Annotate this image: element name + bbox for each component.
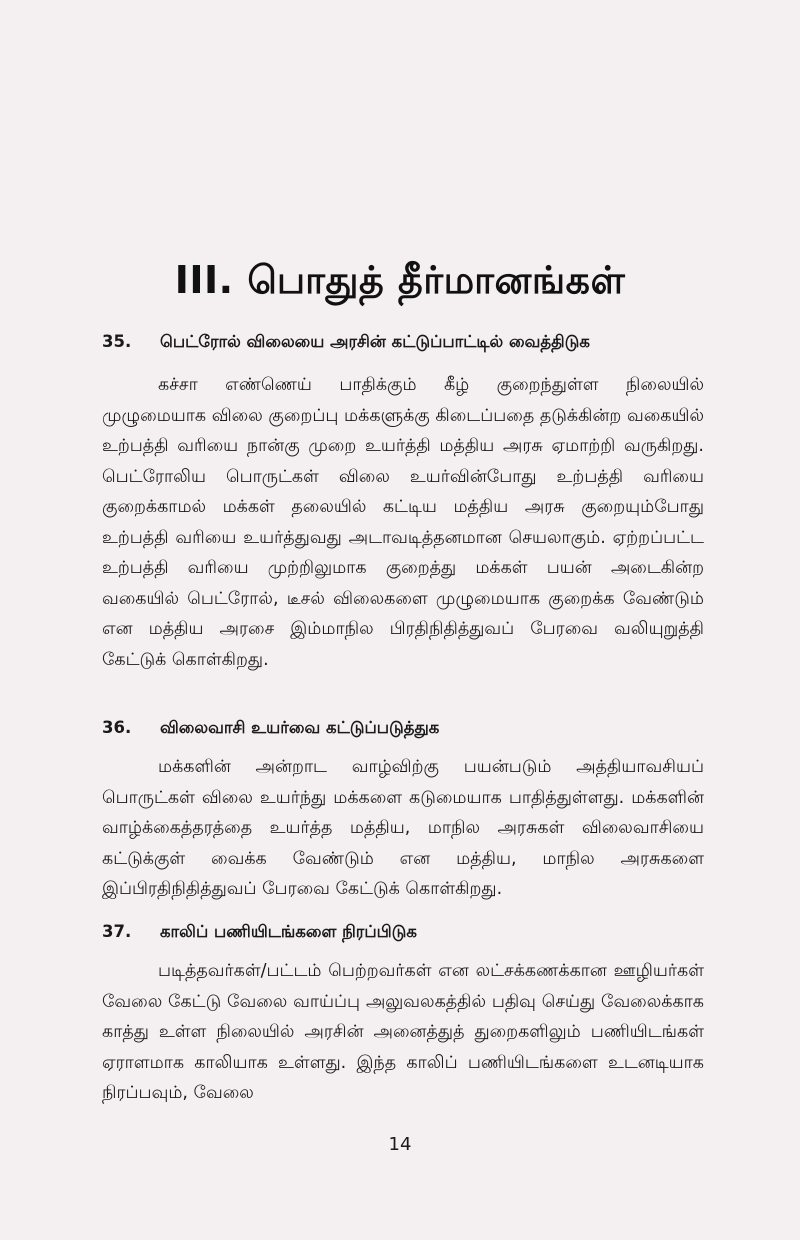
resolution-36-title — [102, 718, 704, 740]
resolution-36-body: மக்களின் அன்றாட வாழ்விற்கு பயன்படும் அத்தியாவசியப் பொருட்கள் விலை உயர்ந்து மக்களை கடுமையாக பாதித்துள்ளது. மக்களின் வாழ்க்கைத்தரத்தை உயர்த்த மத்திய, மாநில அரசுகள் விலைவாசியை கட்டுக்குள் வைக்க வேண்டும் என மத்திய, மாநில அரசுகளை இப்பிரதிநிதித்துவப் பேரவை கேட்டுக் கொள்கிறது. — [102, 757, 704, 899]
resolution-37-title — [102, 922, 704, 944]
resolution-35-title — [102, 332, 704, 354]
resolution-35-heading: பெட்ரோல் விலையை அரசின் கட்டுப்பாட்டில் வைத்திடுக — [160, 332, 590, 351]
resolution-37-number: 37. — [102, 922, 132, 941]
resolution-37-body: படித்தவர்கள்/பட்டம் பெற்றவர்கள் என லட்சக்கணக்கான ஊழியர்கள் வேலை கேட்டு வேலை வாய்ப்பு அலுவலகத்தில் பதிவு செய்து வேலைக்காக காத்து உள்ள நிலையில் அரசின் அனைத்துத் துறைகளிலும் பணியிடங்கள் ஏராளமாக காலியாக உள்ளது. இந்த காலிப் பணியிடங்களை உடனடியாக நிரப்பவும், வேலை — [102, 961, 704, 1103]
section-heading: III. பொதுத் தீர்மானங்கள் — [174, 258, 626, 302]
page-number: 14 — [388, 1134, 412, 1155]
resolution-37-heading: காலிப் பணியிடங்களை நிரப்பிடுக — [160, 922, 417, 941]
resolution-36-heading: விலைவாசி உயர்வை கட்டுப்படுத்துக — [160, 718, 440, 737]
resolution-35-body: கச்சா எண்ணெய் பாதிக்கும் கீழ் குறைந்துள்ள நிலையில் முழுமையாக விலை குறைப்பு மக்களுக்கு கிடைப்பதை தடுக்கின்ற வகையில் உற்பத்தி வரியை நான்கு முறை உயர்த்தி மத்திய அரசு ஏமாற்றி வருகிறது. பெட்ரோலிய பொருட்கள் விலை உயர்வின்போது உற்பத்தி வரியை குறைக்காமல் மக்கள் தலையில் கட்டிய மத்திய அரசு குறையும்போது உற்பத்தி வரியை உயர்த்துவது அடாவடித்தனமான செயலாகும். ஏற்றப்பட்ட உற்பத்தி வரியை முற்றிலுமாக குறைத்து மக்கள் பயன் அடைகின்ற வகையில் பெட்ரோல், டீசல் விலைகளை முழுமையாக குறைக்க வேண்டும் என மத்திய அரசை இம்மாநில பிரதிநிதித்துவப் பேரவை வலியுறுத்தி கேட்டுக் கொள்கிறது. — [102, 375, 704, 670]
resolution-36-number: 36. — [102, 718, 132, 737]
resolution-35-number: 35. — [102, 332, 132, 351]
